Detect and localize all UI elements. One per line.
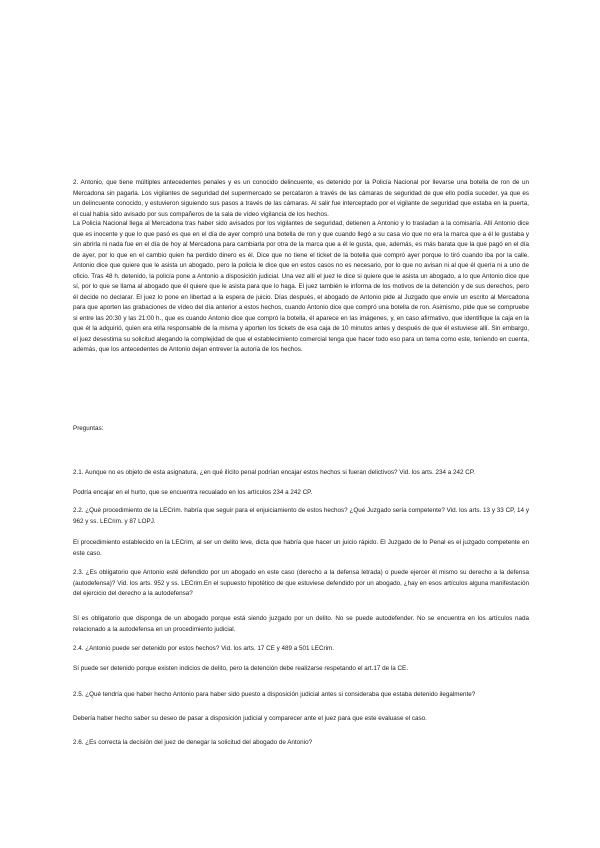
- answer-2-4: Sí puede ser detenido porque existen indicios de delito, pero la detención debe realizarse respetando el art.17 de la CE.: [73, 665, 409, 672]
- questions-heading: Preguntas:: [73, 425, 104, 432]
- question-2-3: 2.3. ¿Es obligatorio que Antonio esté defendido por un abogado en este caso (derecho a la defensa letrada) o puede ejercer él mismo su derecho a la defensa (autodefensa)? Vid. los arts. 952 y ss. LECrim.En el supuesto hipotético de que estuviese defendido por un abogado, ¿hay en esos artículos alguna manifestación del ejercicio del derecho a la autodefensa?: [73, 569, 529, 597]
- question-2-6: 2.6. ¿Es correcta la decisión del juez de denegar la solicitud del abogado de Antonio?: [73, 739, 313, 746]
- answer-2-3: Sí es obligatorio que disponga de un abogado porque está siendo juzgado por un delito. No se puede autodefender. No se encuentra en los artículos nada relacionado a la autodefensa en un procedimiento judicial.: [73, 615, 529, 633]
- case-narrative-paragraph: La Policía Nacional llega al Mercadona tras haber sido avisados por los vigilantes de seguridad, detienen a Antonio y lo trasladan a la comisaría. Allí Antonio dice que es inocente y que lo que pasó es que en el día de ayer compró una botella de ron y que cuando llegó a su casa vio que no era la marca que a él le gustaba y sin abrirla ni nada fue en el día de hoy al Mercadona para cambiarla por otra de la marca que a él le gusta, que, además, es más barata que la que pagó en el día de ayer, por lo que en el cambio quien ha perdido dinero es él. Dice que no tiene el ticket de la botella que compró ayer porque lo tiró cuando iba por la calle. Antonio dice que quiere que le asista un abogado, pero la policía le dice que en estos casos no es necesario, por lo que no avisan ni al que él quería ni a uno de oficio. Tras 48 h. detenido, la policía pone a Antonio a disposición judicial. Una vez allí el juez le dice si quiere que le asista un abogado, a lo que Antonio dice que sí, por lo que se llama al abogado que él quiere que le asista para que lo haga. El juez también le informa de los motivos de la detención y de sus derechos, pero él decide no declarar. El juez lo pone en libertad a la espera de juicio. Días después, el abogado de Antonio pide al Juzgado que envíe un escrito al Mercadona para que aporten las grabaciones de vídeo del día anterior a estos hechos, cuando Antonio dice que compró una botella de ron. Asimismo, pide que se compruebe si entre las 20:30 y las 21:00 h., que es cuando Antonio dice que compró la botella, él aparece en las imágenes, y, en caso afirmativo, que identifique la caja en la que él la adquirió, quien era el/la responsable de la misma y aporten los tickets de esa caja de 10 minutos antes y después de que él estuviese allí. Sin embargo, el juez desestima su solicitud alegando la complejidad de que el establecimiento comercial tenga que hacer todo eso para un tema como este, teniendo en cuenta, además, que los antecedentes de Antonio dejan entrever la autoría de los hechos.: [73, 220, 529, 353]
- answer-2-2: El procedimiento establecido en la LECrim, al ser un delito leve, dicta que habría que hacer un juicio rápido. El Juzgado de lo Penal es el juzgado competente en este caso.: [73, 539, 529, 557]
- case-intro-paragraph: 2. Antonio, que tiene múltiples antecedentes penales y es un conocido delincuente, es detenido por la Policía Nacional por llevarse una botella de ron de un Mercadona sin pagarla. Los vigilantes de seguridad del supermercado se percataron a través de las cámaras de seguridad de que ello podía suceder, ya que es un delincuente conocido, y estuvieron siguiendo sus pasos a través de las cámaras. Al salir fue interceptado por el vigilante de seguridad que estaba en la puerta, el cual había sido avisado por sus compañeros de la sala de vídeo vigilancia de los hechos.: [73, 179, 529, 218]
- answer-2-5: Debería haber hecho saber su deseo de pasar a disposición judicial y comparecer ante el juez para que este evaluase el caso.: [73, 715, 427, 722]
- answer-2-1: Podría encajar en el hurto, que se encuentra recualado en los artículos 234 a 242 CP.: [73, 489, 313, 496]
- question-2-2: 2.2. ¿Qué procedimiento de la LECrim. habría que seguir para el enjuiciamiento de estos hechos? ¿Qué Juzgado sería competente? Vid. los arts. 13 y 33 CP, 14 y 962 y ss. LECrim. y 87 LOPJ.: [73, 507, 529, 525]
- question-2-1: 2.1. Aunque no es objeto de esta asignatura, ¿en qué ilícito penal podrían encajar estos hechos si fueran delictivos? Vid. los arts. 234 a 242 CP.: [73, 469, 475, 476]
- question-2-4: 2.4. ¿Antonio puede ser detenido por estos hechos? Vid. los arts. 17 CE y 489 a 501 LECrim.: [73, 645, 335, 652]
- question-2-5: 2.5. ¿Qué tendría que haber hecho Antonio para haber sido puesto a disposición judicial antes si consideraba que estaba detenido ilegalmente?: [73, 691, 476, 698]
